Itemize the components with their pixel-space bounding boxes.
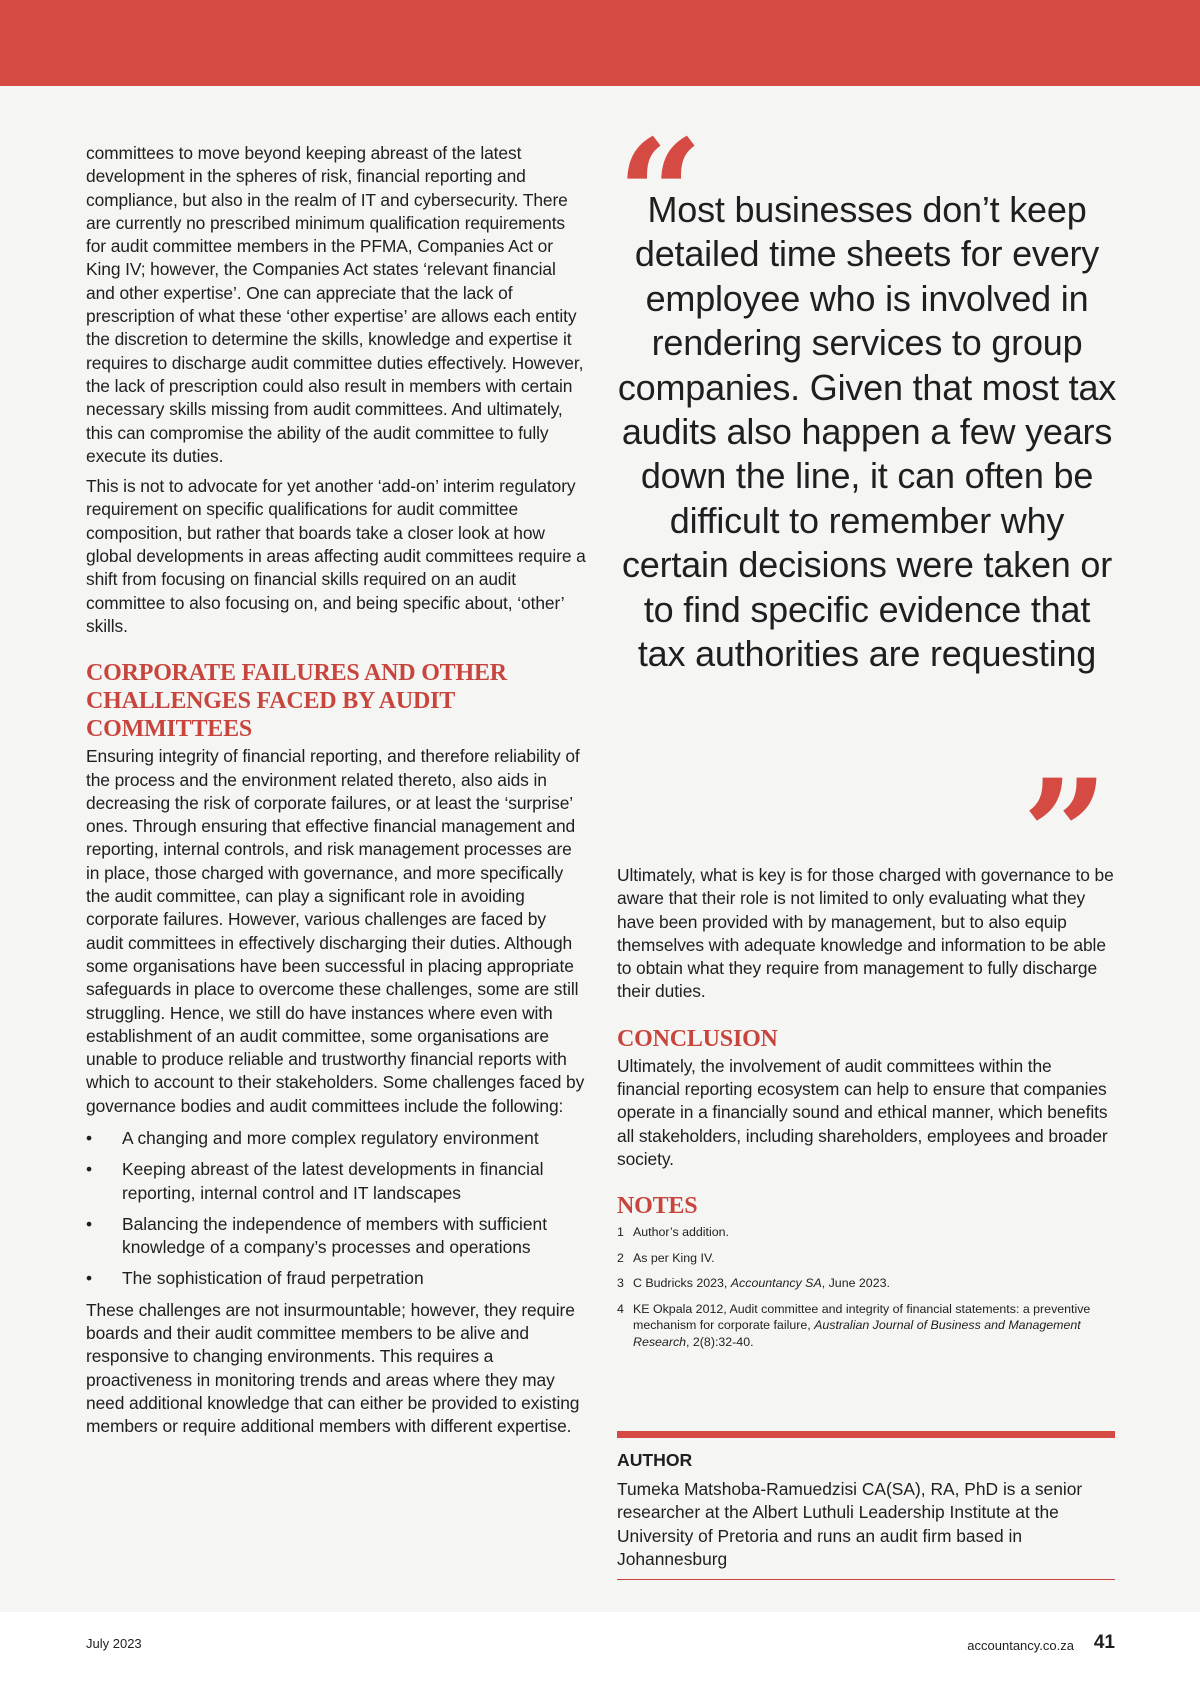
left-column [86,142,586,1446]
bullet-icon: • [86,1268,93,1289]
section-heading-notes: NOTES [617,1193,698,1220]
list-item: • The sophistication of fraud perpetration [86,1267,586,1290]
body-paragraph-2: This is not to advocate for yet another ‘add-on’ interim regulatory requirement on specific qualifications for audit committee composition, but rather that boards take a closer look at how global developments in areas affecting audit committees require a shift from focusing on financial skills required on an audit committee to also focusing on, and being specific about, ‘other’ skills. [86,476,586,636]
pull-quote [617,107,1117,923]
open-quote-icon: “ [617,107,704,283]
section-heading-conclusion: CONCLUSION [617,1025,778,1052]
body-paragraph-3: Ensuring integrity of financial reporting, and therefore reliability of the process and the environment related thereto, also aids in decreasing the risk of corporate failures, or at least the ‘surprise’ ones. Through ensuring that effective financial management and reporting, internal controls, and risk management processes are in place, those charged with governance, and more specifically the audit committee, can play a significant role in avoiding corporate failures. However, various challenges are faced by audit committees in effectively discharging their duties. Although some organisations have been successful in placing appropriate safeguards in place to overcome these challenges, some are still struggling. Hence, we still do have instances where even with establishment of an audit committee, some organisations are unable to produce reliable and trustworthy financial reports with which to account to their stakeholders. Some challenges faced by governance bodies and audit committees include the following: [86,746,585,1116]
author-divider [617,1431,1115,1438]
footer-site-link[interactable]: accountancy.co.za [967,1638,1074,1653]
author-bottom-divider [617,1579,1115,1580]
notes-list [617,1224,1117,1350]
conclusion-paragraph: Ultimately, the involvement of audit committees within the financial reporting ecosystem can help to ensure that companies operate in a financially sound and ethical manner, which benefits all stakeholders, including shareholders, employees and broader society. [617,1055,1108,1169]
list-item: • Keeping abreast of the latest developments in financial reporting, internal control and IT landscapes [86,1159,544,1203]
close-quote-icon: ” [1022,747,1109,923]
page-number: 41 [1093,1632,1115,1653]
challenges-list [86,1127,586,1291]
list-item: • Balancing the independence of members with sufficient knowledge of a company’s processes and operations [86,1213,548,1258]
body-paragraph-5: Ultimately, what is key is for those charged with governance to be aware that their role is not limited to only evaluating what they have been provided with by management, but to also equip themselves with adequate knowledge and information to be able to obtain what they require from management to fully discharge their duties. [617,865,1114,1002]
bullet-icon: • [86,1127,93,1148]
note-item: 3 C Budricks 2023, Accountancy SA, June 2023. [617,1276,890,1291]
author-bio: Tumeka Matshoba-Ramuedzisi CA(SA), RA, PhD is a senior researcher at the Albert Luthuli Leadership Institute at the University of Pretoria and runs an audit firm based in Johannesburg [617,1479,1083,1569]
bullet-icon: • [86,1159,93,1180]
body-paragraph-1: committees to move beyond keeping abreast of the latest development in the spheres of risk, financial reporting and compliance, but also in the realm of IT and cybersecurity. There are currently no prescribed minimum qualification requirements for audit committee members in the PFMA, Companies Act or King IV; however, the Companies Act states ‘relevant financial and other expertise’. One can appreciate that the lack of prescription of what these ‘other expertise’ are allows each entity the discretion to determine the skills, knowledge and expertise it requires to discharge audit committee duties effectively. However, the lack of prescription could also result in members with certain necessary skills missing from audit committees. And ultimately, this can compromise the ability of the audit committee to fully execute its duties. [86,143,584,466]
note-item: 2 As per King IV. [617,1250,715,1265]
pull-quote-text: Most businesses don’t keep detailed time sheets for every employee who is involved in rendering services to group companies. Given that most tax audits also happen a few years down the line, it can often be difficult to remember why certain decisions were taken or to find specific evidence that tax authorities are requesting [617,189,1117,675]
section-heading-corporate-failures: CORPORATE FAILURES AND OTHER CHALLENGES FACED BY AUDIT COMMITTEES [86,660,507,743]
list-item: • A changing and more complex regulatory environment [86,1127,586,1150]
note-item: 4 KE Okpala 2012, Audit committee and integrity of financial statements: a preventive mechanism for corporate failure, Australian Journal of Business and Management Research, 2(8):32-40. [617,1301,1091,1349]
author-box [617,1448,1115,1571]
author-heading: AUTHOR [617,1450,693,1470]
body-paragraph-4: These challenges are not insurmountable; however, they require boards and their audit committee members to be alive and responsive to changing environments. This requires a proactiveness in monitoring trends and areas where they may need additional knowledge that can either be provided to existing members or require additional members with different expertise. [86,1299,580,1437]
bullet-icon: • [86,1213,93,1234]
right-column [617,864,1117,1359]
footer-date: July 2023 [86,1636,142,1651]
footer [0,1612,1200,1696]
header-color-band [0,0,1200,86]
note-item: 1 Author’s addition. [617,1225,729,1240]
